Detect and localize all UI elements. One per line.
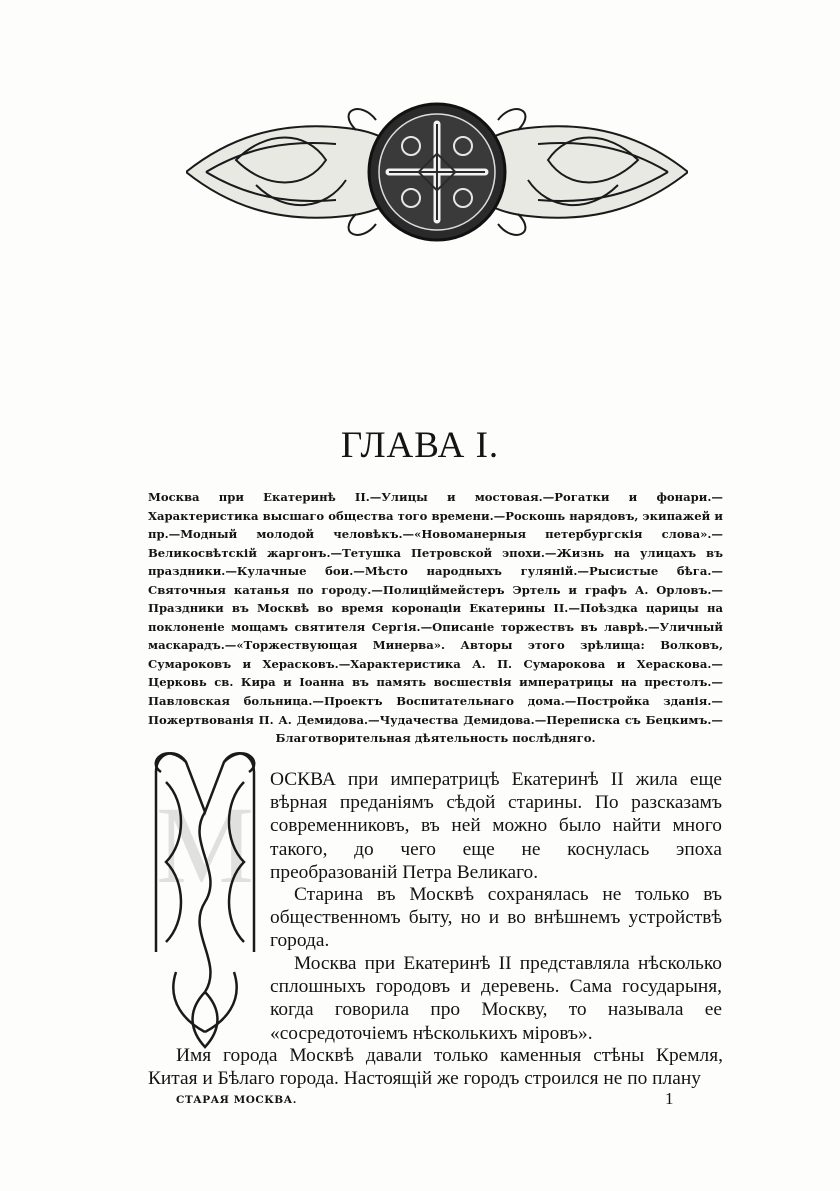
- running-head: СТАРАЯ МОСКВА.: [176, 1094, 297, 1106]
- body-paragraph-2: Старина въ Москвѣ сохранялась не только въ общественномъ быту, но и во внѣшнемъ устройствѣ города.: [270, 884, 722, 952]
- ornamental-headpiece: [186, 100, 688, 245]
- body-paragraph-3: Москва при Екатеринѣ II представляла нѣсколько сплошныхъ городовъ и деревень. Сама государыня, когда говорила про Москву, то называла ее «сосредоточіемъ нѣсколькихъ міровъ».: [270, 953, 722, 1044]
- chapter-summary: Москва при Екатеринѣ II.—Улицы и мостовая.—Рогатки и фонари.—Характеристика высшаго общества того времени.—Роскошь нарядовъ, экипажей и пр.—Модный молодой человѣкъ.—«Новоманерныя петербургскія слова».—Великосвѣтскій жаргонъ.—Тетушка Петровской эпохи.—Жизнь на улицахъ въ праздники.—Кулачные бои.—Мѣсто народныхъ гуляній.—Рысистые бѣга.—Святочныя катанья по городу.—Полиціймейстеръ Эртель и графъ А. Орловъ.—Праздники въ Москвѣ во время коронаціи Екатерины II.—Поѣздка царицы на поклоненіе мощамъ святителя Сергія.—Описаніе торжествъ въ лаврѣ.—Уличный маскарадъ.—«Торжествующая Минерва». Авторы этого зрѣлища: Волковъ, Сумароковъ и Херасковъ.—Характеристика А. П. Сумарокова и Хераскова.—Церковь св. Кира и Іоанна въ память восшествія императрицы на престолъ.—Павловская больница.—Проектъ Воспитательнаго дома.—Постройка зданія.—Пожертвованія П. А. Демидова.—Чудачества Демидова.—Переписка съ Бецкимъ.—Благотворительная дѣятельность послѣдняго.: [148, 490, 723, 746]
- dropcap-letter: М: [156, 784, 254, 906]
- ornamental-dropcap: [146, 742, 264, 1050]
- page-number: 1: [665, 1089, 674, 1108]
- chapter-title: ГЛАВА I.: [340, 425, 500, 466]
- body-paragraph-4: Имя города Москвѣ давали только каменныя стѣны Кремля, Китая и Бѣлаго города. Настоящій же городъ строился не по плану: [148, 1045, 723, 1090]
- body-paragraph-1: ОСКВА при императрицѣ Екатеринѣ II жила еще вѣрная преданіямъ сѣдой старины. По разсказамъ современниковъ, въ ней можно было найти много такого, до чего еще не коснулась эпоха преобразованій Петра Великаго.: [270, 769, 722, 883]
